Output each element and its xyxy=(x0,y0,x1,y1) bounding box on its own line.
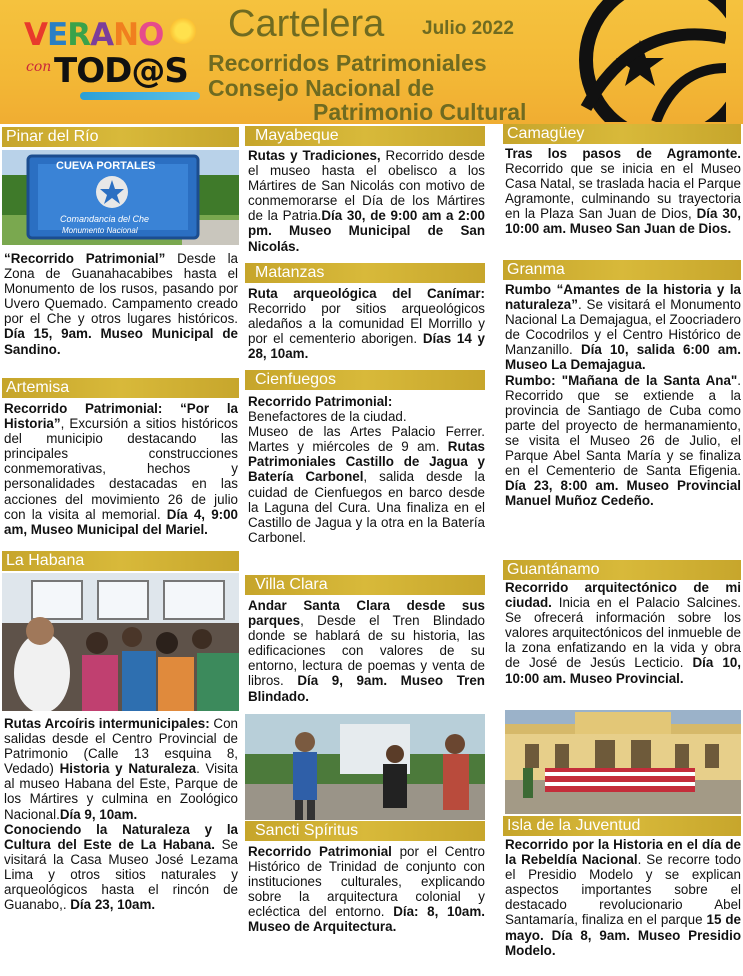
logo-con: con xyxy=(26,59,52,75)
photo-santa-clara-park xyxy=(245,714,485,820)
text-artemisa: Recorrido Patrimonial: “Por la Historia”, Excursión a sitios históricos del municipio destacando las principales construcciones conmemorativas, hechos y personalidades destacadas en las acciones del movimiento 26 de julio con la visita al memorial. Día 4, 9:00 am, Museo Municipal del Mariel. xyxy=(4,401,239,537)
photo-cueva-portales xyxy=(2,150,239,245)
heading-matanzas: Matanzas xyxy=(245,263,485,283)
heading-sancti-spiritus: Sancti Spíritus xyxy=(245,821,485,841)
heading-camaguey: Camagüey xyxy=(503,124,741,144)
page-date: Julio 2022 xyxy=(422,18,514,39)
heading-cienfuegos: Cienfuegos xyxy=(245,370,485,390)
wave-decoration xyxy=(80,92,200,100)
logo-line-2: TOD@S xyxy=(54,51,188,91)
header-banner xyxy=(0,0,743,124)
verano-con-todos-logo xyxy=(20,16,200,102)
text-camaguey: Tras los pasos de Agramonte. Recorrido que se inicia en el Museo Casa Natal, se traslada hacia el Parque Agramonte, culminando su trayectoria en la Plaza San Juan de Dios, Día 30, 10:00 am. Museo San Juan de Dios. xyxy=(505,146,741,237)
heading-guantanamo: Guantánamo xyxy=(503,560,741,580)
text-sancti-spiritus: Recorrido Patrimonial por el Centro Histórico de Trinidad de conjunto con instituciones culturales, explicando sobre la arquitectura colonial y ecléctica del entorno. Día: 8, 10am. Museo de Arquitectura. xyxy=(248,844,486,935)
text-granma: Rumbo “Amantes de la historia y la naturaleza”. Se visitará el Monumento Nacional La Demajagua, el Zoocriadero de Cocodrilos y el Centro Histórico de Manzanillo. Día 10, salida 6:00 am. Museo La Demajagua. Rumbo: "Mañana de la Santa Ana". Recorrido que se extiende a la provincia de Santiago de Cuba como parte del proyecto de hermanamiento, se visita el Museo 26 de Julio, el Parque Abel Santa María y se finaliza en el Cementerio de Santa Efigenia. Día 23, 8:00 am. Museo Provincial Manuel Muñoz Cedeño. xyxy=(505,282,742,509)
heading-pinar-del-rio: Pinar del Río xyxy=(2,127,239,147)
text-mayabeque: Rutas y Tradiciones, Recorrido desde el museo hasta el obelisco a los Mártires de San Nicolás con motivo de conmemorarse el Día de los Mártires de la Patria.Día 30, de 9:00 am a 2:00 pm. Museo Municipal de San Nicolás. xyxy=(248,148,485,254)
photo-bus-passengers xyxy=(2,573,239,711)
photo-sign-text: CUEVA PORTALES xyxy=(56,160,156,172)
heading-isla-de-la-juventud: Isla de la Juventud xyxy=(503,816,741,836)
subtitle-line-2: Consejo Nacional de xyxy=(208,75,435,101)
heading-villa-clara: Villa Clara xyxy=(245,575,485,595)
text-cienfuegos: Recorrido Patrimonial: Benefactores de la ciudad. Museo de las Artes Palacio Ferrer. Martes y miércoles de 9 am. Rutas Patrimoniales Castillo de Jagua y Batería Carbonel, salida desde la cuidad de Cienfuegos en barco desde la Laguna del Cura. Una finaliza en el Castillo de Jagua y la otra en la Batería Carbonel. xyxy=(248,394,485,545)
text-guantanamo: Recorrido arquitectónico de mi ciudad. Inicia en el Palacio Salcines. Se ofrecerá información sobre los valores arquitectónicos del inmueble de la zona enfatizando en la vida y obra de José de Jesús Lecticio. Día 10, 10:00 am. Museo Provincial. xyxy=(505,580,741,686)
sun-icon xyxy=(170,18,196,44)
logo-line-1: VERANO xyxy=(24,17,164,53)
patrimonio-star-emblem-icon xyxy=(556,0,726,122)
heading-artemisa: Artemisa xyxy=(2,378,239,398)
text-isla-de-la-juventud: Recorrido por la Historia en el día de la Rebeldía Nacional. Se recorre todo el Presidio Modelo y se explican aspectos importantes sobre el destacado revolucionario Abel Santamaría, finaliza en el parque 15 de mayo. Día 8, 9am. Museo Presidio Modelo. xyxy=(505,837,741,958)
photo-parade-plaza xyxy=(505,710,741,814)
page-title: Cartelera xyxy=(228,3,385,45)
text-pinar-del-rio: “Recorrido Patrimonial” Desde la Zona de Guanahacabibes hasta el Monumento de los rusos, pasando por Uvero Quemado. Campamento creado por el Che y otros lugares históricos. Día 15, 9am. Museo Municipal de Sandino. xyxy=(4,251,238,357)
subtitle-line-3: Patrimonio Cultural xyxy=(313,99,527,124)
photo-sign-sub: Comandancia del Che xyxy=(60,214,150,224)
text-matanzas: Ruta arqueológica del Canímar: Recorrido por sitios arqueológicos aledaños a la comunidad El Morrillo y por el cementerio aborigen. Días 14 y 28, 10am. xyxy=(248,286,485,362)
text-la-habana: Rutas Arcoíris intermunicipales: Con salidas desde el Centro Provincial de Patrimonio (Calle 13 esquina 8, Vedado) Historia y Naturaleza. Visita al museo Habana del Este, Parque de los Mártires y culmina en Zoológico Nacional.Día 9, 10am. Conociendo la Naturaleza y la Cultura del Este de La Habana. Se visitará la Casa Museo José Lezama Lima y otros sitios naturales y arqueológicos hasta el rincón de Guanabo,. Día 23, 10am. xyxy=(4,716,238,913)
text-villa-clara: Andar Santa Clara desde sus parques, Desde el Tren Blindado donde se hablará de su historia, las edificaciones con valores de su entorno, lectura de poemas y venta de libros. Día 9, 9am. Museo Tren Blindado. xyxy=(248,598,485,704)
subtitle-line-1: Recorridos Patrimoniales xyxy=(208,50,487,76)
heading-mayabeque: Mayabeque xyxy=(245,126,485,146)
heading-la-habana: La Habana xyxy=(2,551,239,571)
heading-granma: Granma xyxy=(503,260,741,280)
photo-sign-sub2: Monumento Nacional xyxy=(62,226,138,235)
